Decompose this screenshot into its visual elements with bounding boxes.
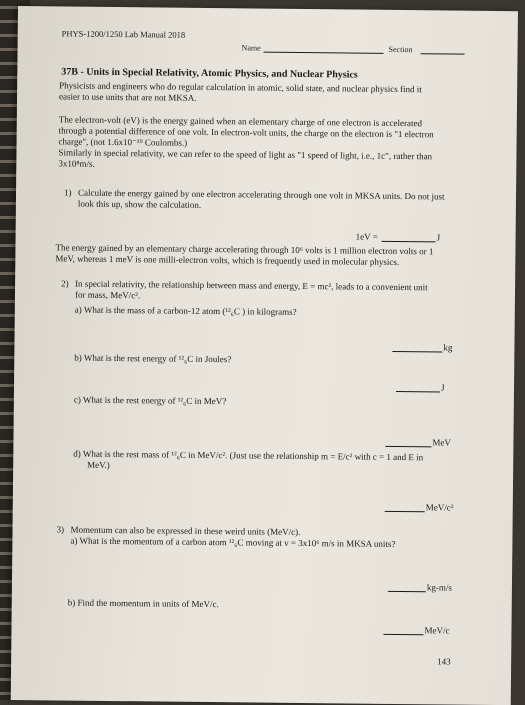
- q2a-question: a) What is the mass of a carbon-12 atom (¹²₆C ) in kilograms?: [74, 304, 297, 317]
- q2-line-1: In special relativity, the relationship between mass and energy, E = mc², leads to a convenient unit: [75, 278, 428, 293]
- energy-line-1: The energy gained by an elementary charge accelerating through 10⁶ volts is 1 million electron volts or 1: [55, 242, 434, 257]
- name-label: Name: [241, 43, 261, 53]
- section-label: Section: [388, 44, 413, 55]
- q3-number: 3): [56, 524, 65, 535]
- ev-line-3: charge", (not 1.6x10⁻¹⁹ Coulombs.): [58, 136, 188, 148]
- q1-answer-blank[interactable]: [382, 241, 436, 243]
- q2d-line-2: MeV.): [87, 459, 110, 470]
- ev-line-4: Similarly in special relativity, we can refer to the speed of light as "1 speed of light, i.e., 1c", rather than: [58, 147, 433, 162]
- q2d-unit: MeV/c²: [425, 502, 454, 513]
- q3a-answer-blank[interactable]: [388, 591, 426, 592]
- q3-line: Momentum can also be expressed in these weird units (MeV/c).: [70, 524, 301, 537]
- q3b-answer-blank[interactable]: [383, 634, 423, 635]
- ev-line-5: 3x10⁸m/s.: [58, 158, 95, 169]
- q2d-line-1: d) What is the rest mass of ¹²₆C in MeV/c². (Just use the relationship m = E/c² with c = 1 and E in: [73, 448, 424, 463]
- q3a-unit: kg-m/s: [426, 582, 453, 593]
- q3b-unit: MeV/c: [424, 625, 450, 636]
- q2a-unit: kg: [443, 342, 453, 353]
- q1-line-1: Calculate the energy gained by one electron accelerating through one volt in MKSA units. Do not just: [77, 187, 445, 202]
- q3a-question: a) What is the momentum of a carbon atom ¹²₆C moving at v = 3x10⁶ m/s in MKSA units?: [70, 535, 396, 549]
- energy-line-2: MeV, whereas 1 meV is one milli-electron volts, which is frequently used in molecular physics.: [55, 253, 400, 268]
- intro-line-1: Physicists and engineers who do regular calculation in atomic, solid state, and nuclear physics find it: [59, 80, 422, 95]
- q2-line-2: for mass, MeV/c².: [74, 289, 141, 301]
- q2d-answer-blank[interactable]: [385, 511, 425, 512]
- q1-answer-unit: J: [436, 232, 441, 243]
- q2c-answer-blank[interactable]: [385, 446, 431, 447]
- intro-line-2: easier to use units that are not MKSA.: [59, 91, 197, 103]
- page-title: 37B - Units in Special Relativity, Atomic Physics, and Nuclear Physics: [61, 66, 358, 81]
- manual-page: [11, 6, 518, 705]
- q2c-unit: MeV: [432, 437, 452, 448]
- q2b-unit: J: [440, 382, 445, 393]
- q1-line-2: look this up, show the calculation.: [77, 198, 202, 210]
- section-blank[interactable]: [421, 53, 465, 54]
- q2b-answer-blank[interactable]: [396, 391, 440, 392]
- q2c-question: c) What is the rest energy of ¹²₆C in MeV?: [73, 394, 227, 407]
- q2-number: 2): [61, 278, 69, 289]
- q2a-answer-blank[interactable]: [392, 351, 442, 353]
- ev-line-1: The electron-volt (eV) is the energy gained when an elementary charge of one electron is accelerated: [58, 114, 423, 129]
- q1-number: 1): [63, 187, 72, 198]
- q2b-question: b) What is the rest energy of ¹²₆C in Joules?: [74, 352, 232, 365]
- q3b-question: b) Find the momentum in units of MeV/c.: [67, 597, 219, 610]
- ev-line-2: through a potential difference of one volt. In electron-volt units, the charge on the electron is "1 electron: [58, 125, 434, 140]
- name-blank[interactable]: [264, 52, 384, 54]
- page-number: 143: [437, 656, 451, 667]
- q1-answer-prefix: 1eV =: [355, 231, 378, 242]
- manual-header: PHYS-1200/1250 Lab Manual 2018: [61, 28, 186, 40]
